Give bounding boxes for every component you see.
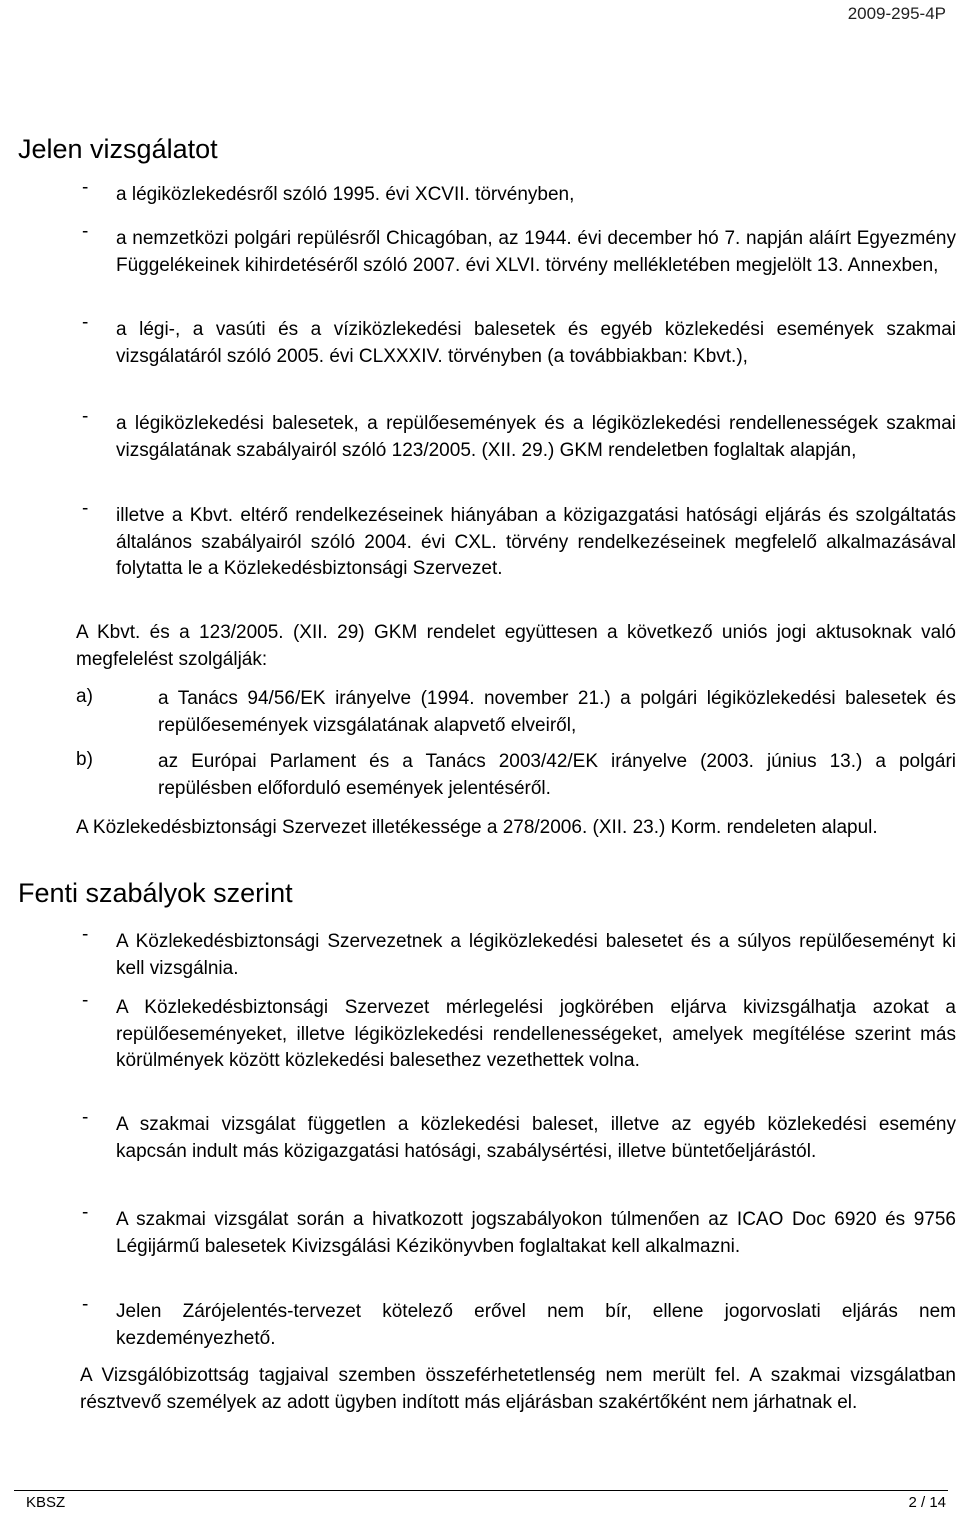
sub-item-text-b: az Európai Parlament és a Tanács 2003/42/EK irányelve (2003. június 13.) a polgári repülésben előforduló események jelentéséről. xyxy=(158,751,956,799)
dash-bullet: - xyxy=(82,498,89,519)
list-item xyxy=(0,1294,960,1352)
dash-bullet: - xyxy=(82,1107,89,1128)
list-item-text: A szakmai vizsgálat független a közlekedési baleset, illetve az egyéb közlekedési esemény kapcsán indult más közigazgatási hatósági, szabálysértési, illetve büntetőeljárástól. xyxy=(116,1114,956,1162)
list-item-text: A Közlekedésbiztonsági Szervezetnek a légiközlekedési balesetet és a súlyos repülőeseményt ki kell vizsgálnia. xyxy=(116,931,956,979)
dash-bullet: - xyxy=(82,1202,89,1223)
eu-compliance-paragraph: A Kbvt. és a 123/2005. (XII. 29) GKM rendelet együttesen a következő uniós jogi aktusoknak való megfelelést szolgálják: xyxy=(76,622,956,670)
list-item-text: Jelen Zárójelentés-tervezet kötelező erővel nem bír, ellene jogorvoslati eljárás nem kezdeményezhető. xyxy=(116,1301,956,1349)
sub-item-label-a: a) xyxy=(76,686,93,707)
list-item xyxy=(0,1202,960,1260)
dash-bullet: - xyxy=(82,1294,89,1315)
dash-bullet: - xyxy=(82,924,89,945)
dash-bullet: - xyxy=(82,177,89,198)
list-item-text: a nemzetközi polgári repülésről Chicagóban, az 1944. évi december hó 7. napján aláírt Egyezmény Függelékeinek kihirdetéséről szóló 2007. évi XLVI. törvény mellékletében megjelölt 13. Annexben, xyxy=(116,228,956,276)
list-item-text: a légiközlekedési balesetek, a repülőesemények és a légiközlekedési rendellenességek szakmai vizsgálatának szabályairól szóló 123/2005. (XII. 29.) GKM rendeletben foglaltak alapján, xyxy=(116,413,956,461)
dash-bullet: - xyxy=(82,312,89,333)
list-item xyxy=(0,312,960,370)
list-item xyxy=(0,406,960,464)
dash-bullet: - xyxy=(82,221,89,242)
list-item-text: A Közlekedésbiztonsági Szervezet mérlegelési jogkörében eljárva kivizsgálhatja azokat a repülőeseményeket, illetve légiközlekedési rendellenességeket, amelyek megítélése szerint más körülmények között közlekedési balesethez vezethettek volna. xyxy=(116,997,956,1071)
section-title-fenti-szabalyok: Fenti szabályok szerint xyxy=(18,878,293,908)
list-item-text: a légi-, a vasúti és a víziközlekedési balesetek és egyéb közlekedési események szakmai vizsgálatáról szóló 2005. évi CLXXXIV. törvényben (a továbbiakban: Kbvt.), xyxy=(116,319,956,367)
list-item-text: A szakmai vizsgálat során a hivatkozott jogszabályokon túlmenően az ICAO Doc 6920 és 9756 Légijármű balesetek Kivizsgálási Kézikönyvben foglaltakat kell alkalmazni. xyxy=(116,1209,956,1257)
list-item-text: illetve a Kbvt. eltérő rendelkezéseinek hiányában a közigazgatási hatósági eljárás és szolgáltatás általános szabályairól szóló 2004. évi CXL. törvény rendelkezéseinek megfelelő alkalmazásával folytatta le a Közlekedésbiztonsági Szervezet. xyxy=(116,505,956,579)
list-item-text: a légiközlekedésről szóló 1995. évi XCVII. törvényben, xyxy=(116,184,575,205)
list-item xyxy=(0,924,960,982)
sub-item-label-b: b) xyxy=(76,749,93,770)
section-title-jelen-vizsgalatot: Jelen vizsgálatot xyxy=(18,134,218,164)
footer-divider xyxy=(14,1490,948,1491)
jurisdiction-paragraph: A Közlekedésbiztonsági Szervezet illetékessége a 278/2006. (XII. 23.) Korm. rendeleten alapul. xyxy=(76,817,878,838)
dash-bullet: - xyxy=(82,406,89,427)
footer-organization: KBSZ xyxy=(26,1494,66,1511)
committee-paragraph: A Vizsgálóbizottság tagjaival szemben összeférhetetlenség nem merült fel. A szakmai vizsgálatban résztvevő személyek az adott ügyben indított más eljárásban szakértőként nem járhatnak el. xyxy=(80,1365,956,1413)
dash-bullet: - xyxy=(82,990,89,1011)
page-number: 2 / 14 xyxy=(908,1494,946,1511)
document-code: 2009-295-4P xyxy=(847,4,946,23)
list-item xyxy=(0,498,960,583)
list-item xyxy=(0,1107,960,1165)
list-item xyxy=(0,177,960,209)
list-item xyxy=(0,990,960,1075)
list-item xyxy=(0,221,960,279)
sub-item-text-a: a Tanács 94/56/EK irányelve (1994. november 21.) a polgári légiközlekedési balesetek és repülőesemények vizsgálatának alapvető elveiről, xyxy=(158,688,956,736)
